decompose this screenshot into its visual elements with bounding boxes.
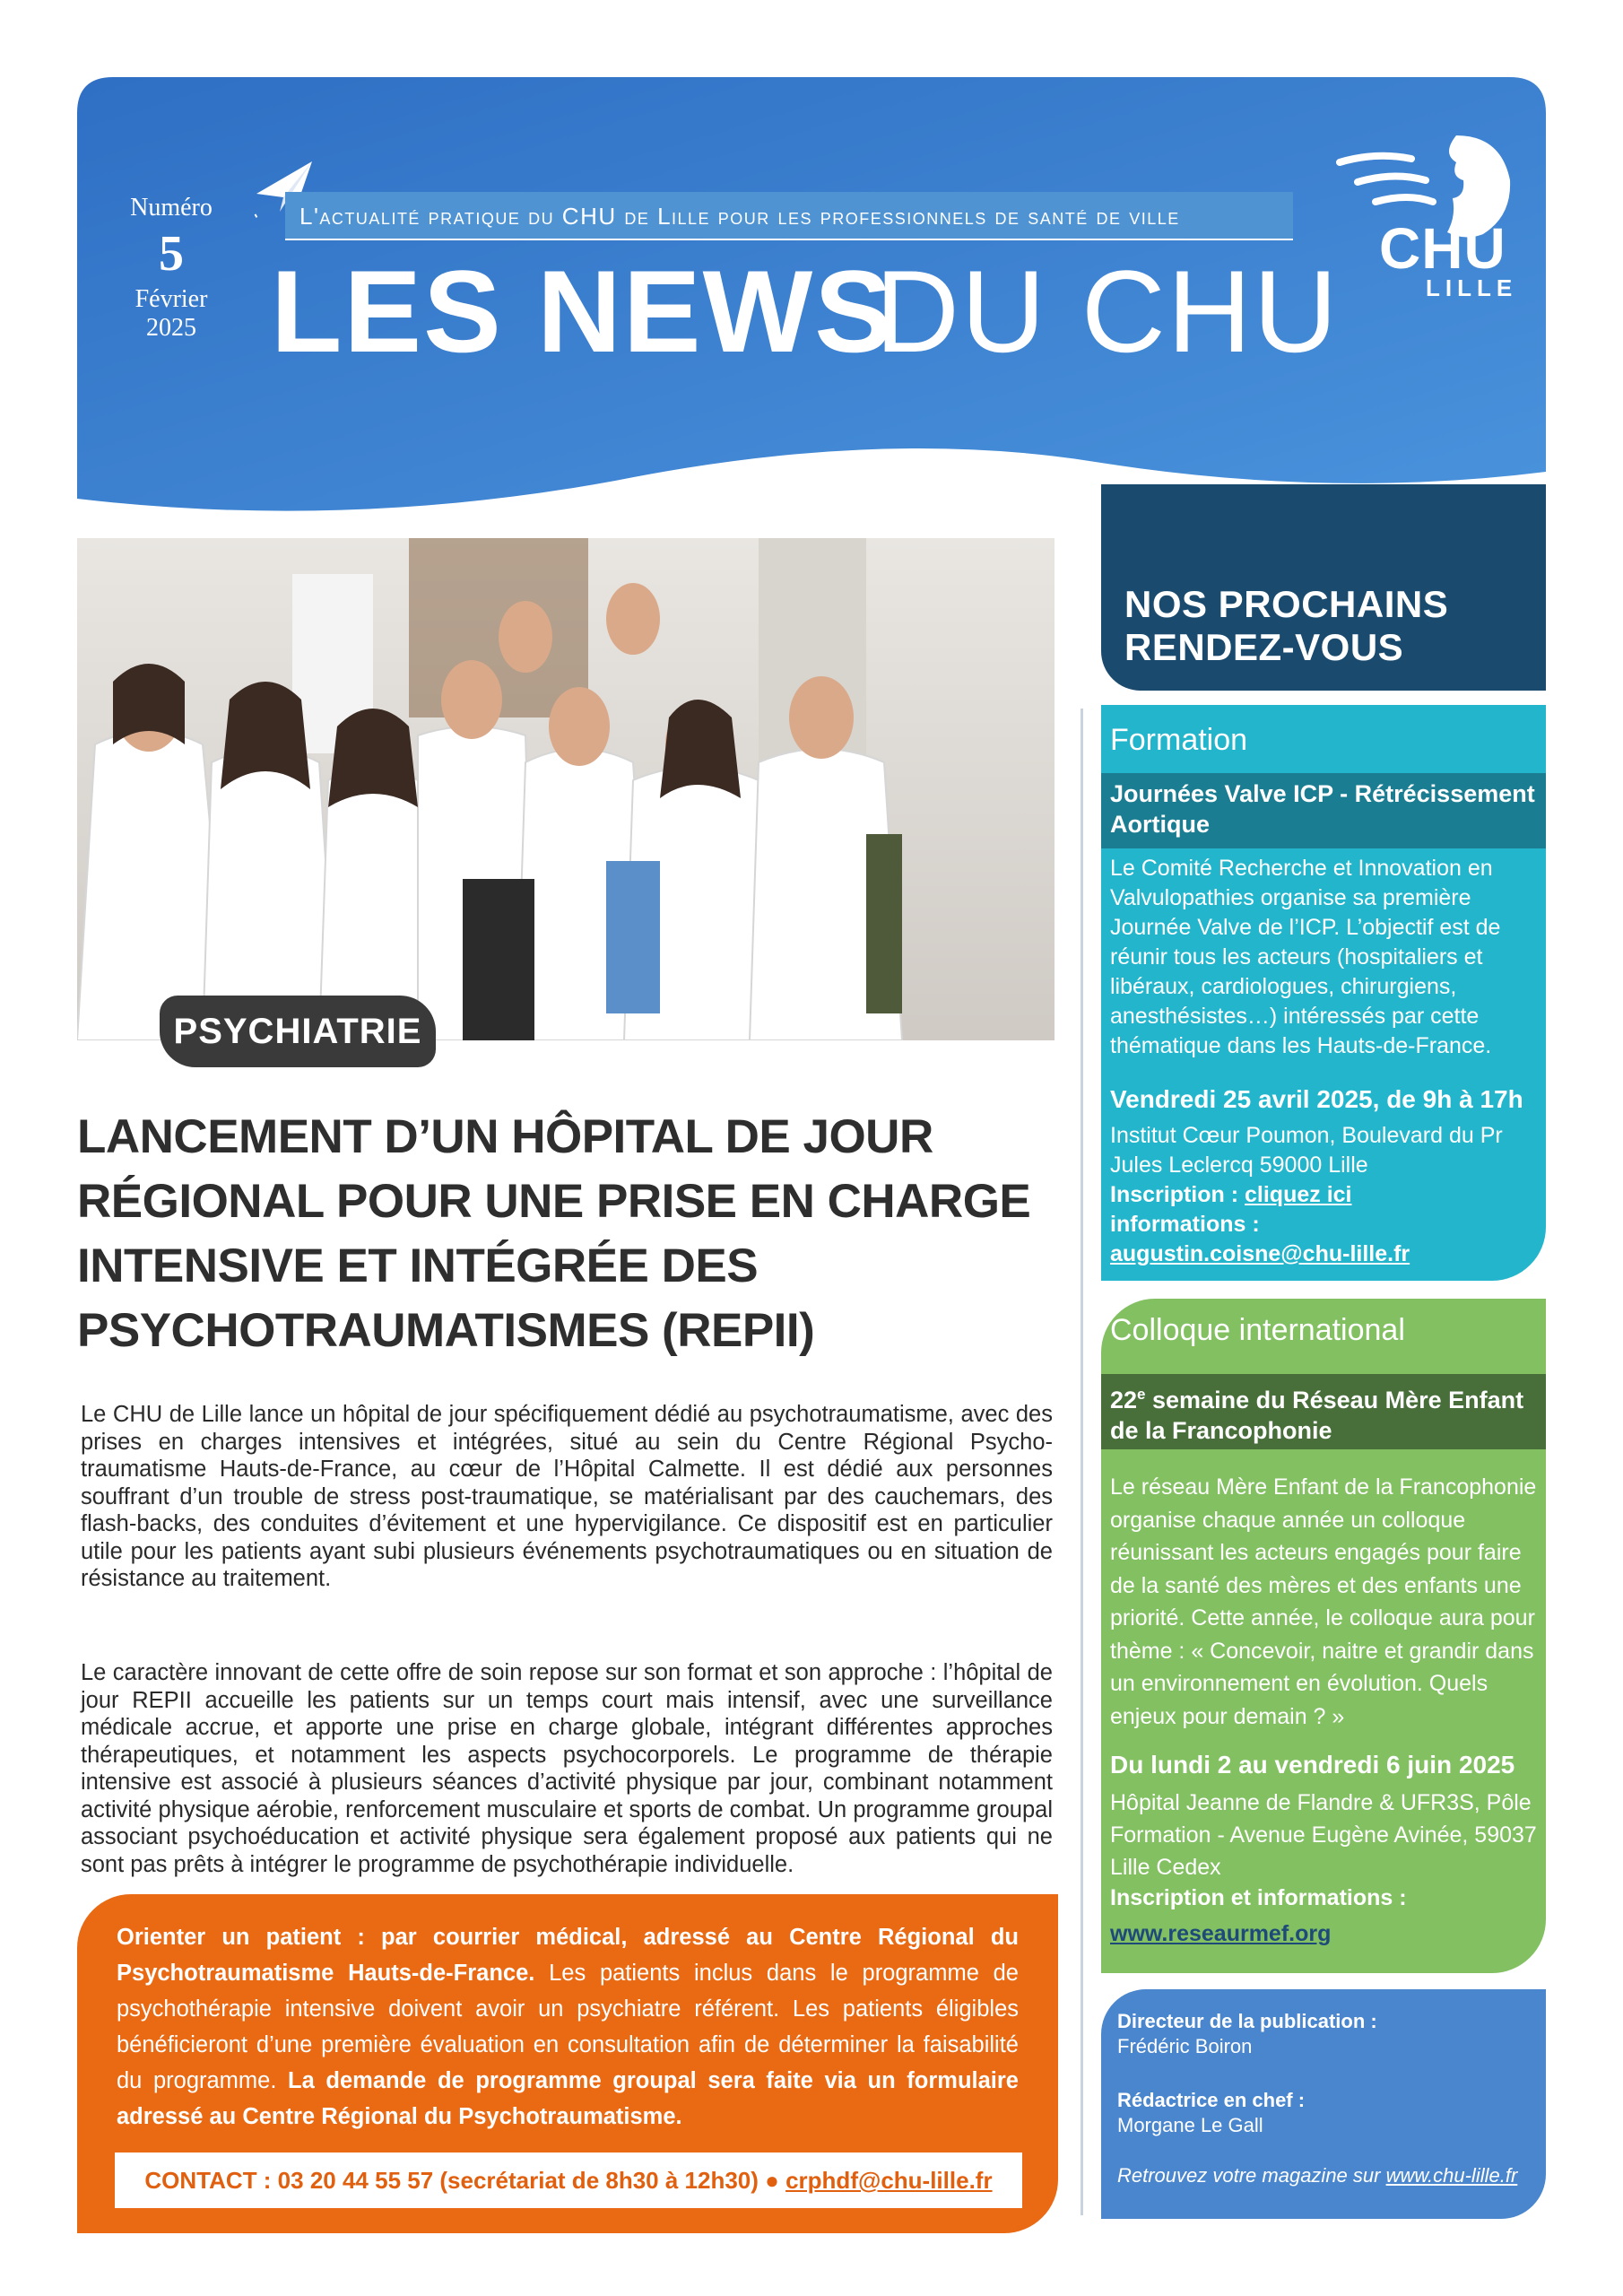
colloque-website-link[interactable]: www.reseaurmef.org bbox=[1110, 1921, 1332, 1946]
colloque-body: Le réseau Mère Enfant de la Francophonie organise chaque année un colloque réunissant les acteurs engagés pour faire de la santé des mères et des enfants une priorité. Cette année, le colloque aura pour thème : « Concevoir, naitre et grandir dans un environnement en évolution. Quels enjeux pour demain ? » bbox=[1110, 1474, 1537, 1729]
issue-year: 2025 bbox=[146, 314, 196, 342]
issue-info bbox=[113, 194, 230, 343]
colloque-subtitle-rest: semaine du Réseau Mère Enfant de la Francophonie bbox=[1110, 1387, 1524, 1444]
director-label: Directeur de la publication : bbox=[1117, 2010, 1377, 2032]
formation-inscription bbox=[1110, 1180, 1537, 1210]
formation-address: Institut Cœur Poumon, Boulevard du Pr Jules Leclercq 59000 Lille bbox=[1110, 1123, 1503, 1178]
contact-email-link[interactable]: crphdf@chu-lille.fr bbox=[785, 2167, 993, 2194]
colloque-subtitle-sup: e bbox=[1137, 1386, 1146, 1403]
colloque-heading: Colloque international bbox=[1110, 1313, 1405, 1347]
rdv-title-line2: RENDEZ-VOUS bbox=[1124, 626, 1404, 668]
magazine-link[interactable]: www.chu-lille.fr bbox=[1385, 2164, 1518, 2187]
formation-heading: Formation bbox=[1110, 723, 1248, 757]
orient-text bbox=[117, 1919, 1019, 2135]
formation-body: Le Comité Recherche et Innovation en Valvulopathies organise sa première Journée Valve de l’ICP. L’objectif est de réunir tous les acteurs (hospitaliers et libéraux, cardiologues, chirurgiens, anesthésistes…) intéressés par cette thématique dans les Hauts-de-France. bbox=[1110, 856, 1501, 1058]
director-name: Frédéric Boiron bbox=[1117, 2035, 1253, 2057]
article-paragraph-2: Le caractère innovant de cette offre de soin repose sur son format et son approche : l’hôpital de jour REPII accueille les patients sur un temps court mais intensif, avec une surveillance médicale accrue, et apporte une prise en charge globale, intégrant différentes approches thérapeutiques, et notamment les aspects psychocorporels. Le programme de thérapie intensive est associé à plusieurs séances d’activité physique par jour, combinant notamment activité physique aérobie, renforcement musculaire et sports de combat. Un programme groupal associant psychoéducation et activité physique sera également proposé aux patients qui ne sont pas prêts à intégrer le programme de psychothérapie individuelle. bbox=[81, 1660, 1053, 1877]
editor-name: Morgane Le Gall bbox=[1117, 2114, 1263, 2136]
colloque-inscription-label: Inscription et informations : bbox=[1110, 1885, 1407, 1910]
issue-label: Numéro bbox=[130, 194, 213, 222]
credits-magazine bbox=[1117, 2163, 1517, 2188]
formation-inscription-link[interactable]: cliquez ici bbox=[1245, 1182, 1352, 1207]
formation-info-label: informations : bbox=[1110, 1212, 1260, 1237]
orient-bold-outro: La demande de programme groupal sera faite via un formulaire adressé au Centre Régional du Psychotraumatisme. bbox=[117, 2068, 1019, 2129]
magazine-text: Retrouvez votre magazine sur bbox=[1117, 2164, 1386, 2187]
editor-label: Rédactrice en chef : bbox=[1117, 2089, 1306, 2111]
team-photo-image bbox=[77, 538, 1055, 1040]
issue-month: Février bbox=[135, 285, 208, 313]
formation-email-link[interactable]: augustin.coisne@chu-lille.fr bbox=[1110, 1241, 1410, 1266]
category-badge: PSYCHIATRIE bbox=[160, 996, 436, 1067]
formation-date: Vendredi 25 avril 2025, de 9h à 17h bbox=[1110, 1085, 1523, 1113]
colloque-subtitle bbox=[1101, 1374, 1546, 1449]
colloque-address: Hôpital Jeanne de Flandre & UFR3S, Pôle Formation - Avenue Eugène Avinée, 59037 Lille Cedex bbox=[1110, 1790, 1537, 1880]
column-divider bbox=[1081, 709, 1083, 2215]
colloque-subtitle-number: 22 bbox=[1110, 1387, 1138, 1413]
orient-normal-text: Les patients inclus dans le programme de psychothérapie intensive doivent avoir un psychiatre référent. Les patients éligibles bénéficieront d’une première évaluation en consultation afin de déterminer la faisabilité du programme. bbox=[117, 1961, 1019, 2093]
contact-bar bbox=[115, 2152, 1022, 2208]
contact-label: CONTACT : 03 20 44 55 57 (secrétariat de 8h30 à 12h30) ● bbox=[144, 2167, 779, 2194]
logo-text: CHU bbox=[1379, 216, 1506, 281]
article-title: LANCEMENT D’UN HÔPITAL DE JOUR RÉGIONAL POUR UNE PRISE EN CHARGE INTENSIVE ET INTÉGRÉE DES PSYCHOTRAUMATISMES (REPII) bbox=[77, 1110, 1031, 1357]
rdv-title-line1: NOS PROCHAINS bbox=[1124, 583, 1449, 625]
colloque-date: Du lundi 2 au vendredi 6 juin 2025 bbox=[1110, 1751, 1515, 1779]
formation-info bbox=[1110, 1210, 1537, 1239]
team-photo bbox=[77, 538, 1055, 1040]
issue-number: 5 bbox=[159, 226, 184, 282]
credits-director bbox=[1117, 2009, 1377, 2059]
formation-subtitle: Journées Valve ICP - Rétrécissement Aortique bbox=[1101, 773, 1546, 848]
title-bold: LES NEWS bbox=[271, 246, 894, 377]
orient-bold-intro: Orienter un patient : par courrier médical, adressé au Centre Régional du Psychotraumatisme Hauts-de-France. bbox=[117, 1925, 1019, 1986]
rdv-title bbox=[1124, 583, 1448, 669]
formation-email-row bbox=[1110, 1239, 1537, 1269]
colloque-inscription bbox=[1110, 1883, 1537, 1913]
credits-editor bbox=[1117, 2088, 1305, 2138]
formation-inscription-label: Inscription : bbox=[1110, 1182, 1239, 1207]
title-light: DU CHU bbox=[875, 246, 1340, 377]
logo-subtext: LILLE bbox=[1426, 274, 1518, 301]
colloque-link-row bbox=[1110, 1919, 1537, 1949]
tagline: L'actualité pratique du CHU de Lille pour les professionnels de santé de ville bbox=[299, 203, 1180, 230]
article-paragraph-1: Le CHU de Lille lance un hôpital de jour spécifiquement dédié au psychotraumatisme, avec des prises en charges intensives et intégrées, situé au sein du Centre Régional Psycho-traumatisme Hauts-de-France, au cœur de l’Hôpital Calmette. Il est dédié aux personnes souffrant d’un trouble de stress post-traumatique, se matérialisant par des cauchemars, des flash-backs, des conduites d’évitement et une hypervigilance. Ce dispositif est en particulier utile pour les patients ayant subi plusieurs événements psychotraumatiques ou en situation de résistance au traitement. bbox=[81, 1402, 1053, 1591]
